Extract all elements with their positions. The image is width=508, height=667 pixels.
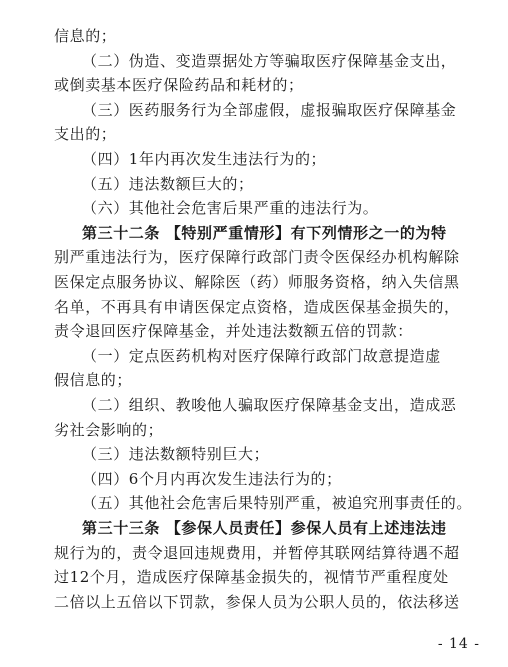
text-line: 支出的； [54, 125, 117, 144]
text-line: 或倒卖基本医疗保险药品和耗材的； [54, 76, 304, 95]
text-line: 责令退回医疗保障基金，并处违法数额五倍的罚款： [54, 322, 413, 341]
text-line: （二）伪造、变造票据处方等骗取医疗保障基金支出， [82, 51, 457, 70]
text-line: 二倍以上五倍以下罚款，参保人员为公职人员的，依法移送 [54, 592, 460, 611]
text-line: （四）1年内再次发生违法行为的； [82, 150, 327, 168]
text-line: 信息的； [54, 27, 117, 45]
text-line: （三）违法数额特别巨大； [82, 445, 270, 464]
text-line: （四）6个月内再次发生违法行为的； [82, 469, 342, 488]
page-number: - 14 - [437, 636, 480, 652]
text-line: 医保定点服务协议、解除医（药）师服务资格，纳入失信黑 [54, 273, 460, 291]
text-line: 假信息的； [54, 371, 133, 390]
text-line: （二）组织、教唆他人骗取医疗保障基金支出，造成恶 [82, 396, 457, 414]
text-line: （五）违法数额巨大的； [82, 174, 254, 193]
text-line: （六）其他社会危害后果严重的违法行为。 [82, 199, 379, 218]
text-line: 劣社会影响的； [54, 420, 164, 439]
text-line: 名单，不再具有申请医保定点资格，造成医保基金损失的， [54, 297, 460, 316]
text-line: （五）其他社会危害后果特别严重，被追究刑事责任的。 [82, 494, 473, 513]
text-line: （一）定点医药机构对医疗保障行政部门故意提造虚 [82, 346, 441, 365]
text-line: 过12个月，造成医疗保障基金损失的，视情节严重程度处 [54, 568, 449, 587]
article-heading: 第三十二条 【特别严重情形】有下列情形之一的为特 [82, 223, 447, 242]
text-line: 别严重违法行为，医疗保障行政部门责令医保经办机构解除 [54, 248, 460, 267]
article-heading: 第三十三条 【参保人员责任】参保人员有上述违法违 [82, 519, 447, 537]
text-line: 规行为的，责令退回违规费用，并暂停其联网结算待遇不超 [54, 543, 460, 562]
text-line: （三）医药服务行为全部虚假，虚报骗取医疗保障基金 [82, 100, 457, 119]
